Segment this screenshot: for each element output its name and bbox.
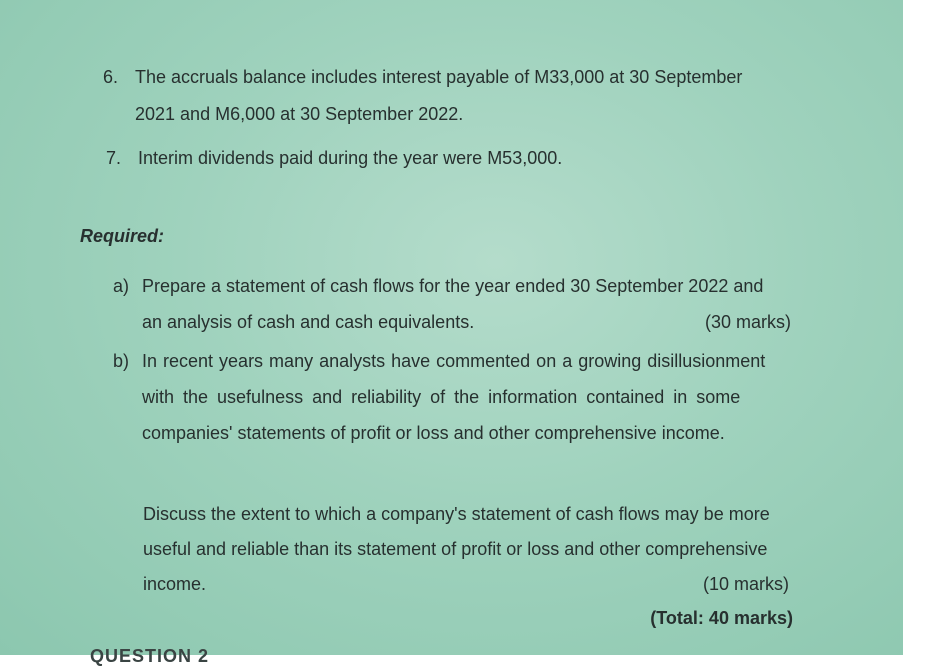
part-b-line-1: In recent years many analysts have commented on a growing disillusionment bbox=[142, 351, 766, 371]
total-marks: (Total: 40 marks) bbox=[650, 608, 793, 628]
required-heading: Required: bbox=[80, 226, 165, 246]
discuss-line-3: income. bbox=[143, 574, 207, 594]
part-a-line-1: Prepare a statement of cash flows for the year ended 30 September 2022 and bbox=[142, 276, 764, 296]
item-6-line-2: 2021 and M6,000 at 30 September 2022. bbox=[135, 104, 464, 124]
part-b-marks: (10 marks) bbox=[702, 574, 789, 594]
part-b-label: b) bbox=[113, 351, 130, 371]
item-7-number: 7. bbox=[106, 148, 122, 168]
part-a-line-2: an analysis of cash and cash equivalents. bbox=[142, 312, 475, 332]
next-question-heading: QUESTION 2 bbox=[90, 646, 210, 666]
item-6-line-1: The accruals balance includes interest payable of M33,000 at 30 September bbox=[135, 67, 743, 87]
item-6-number: 6. bbox=[103, 67, 119, 87]
discuss-line-2: useful and reliable than its statement of profit or loss and other comprehensive bbox=[143, 539, 768, 559]
white-margin bbox=[903, 0, 929, 655]
part-b-line-2: with the usefulness and reliability of the information contained in some bbox=[142, 387, 741, 407]
part-a-marks: (30 marks) bbox=[704, 312, 791, 332]
part-b-line-3: companies' statements of profit or loss and other comprehensive income. bbox=[142, 423, 725, 443]
discuss-line-1: Discuss the extent to which a company's statement of cash flows may be more bbox=[143, 504, 770, 524]
item-7-line-1: Interim dividends paid during the year were M53,000. bbox=[138, 148, 563, 168]
part-a-label: a) bbox=[113, 276, 130, 296]
